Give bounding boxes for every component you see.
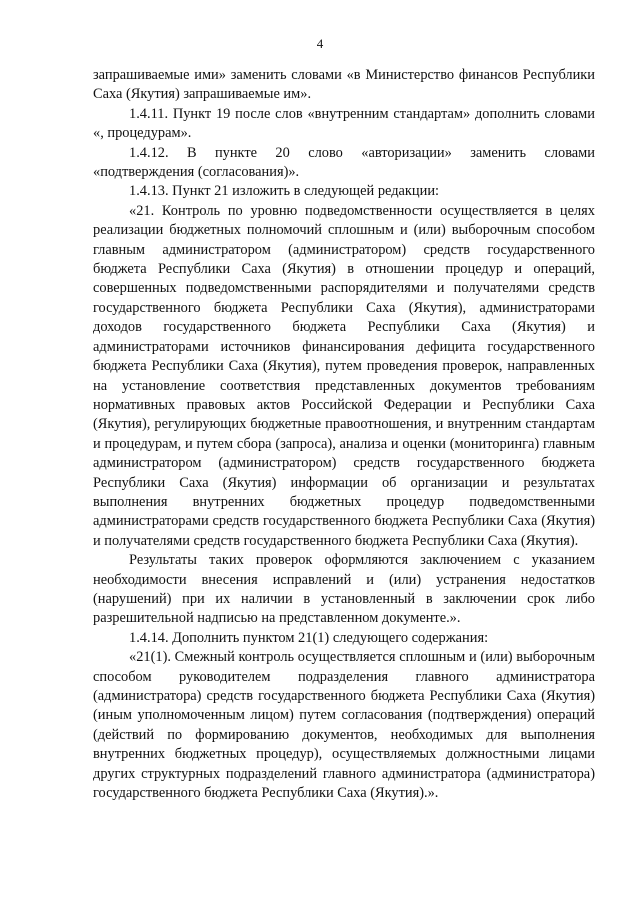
paragraph: 1.4.12. В пункте 20 слово «авторизации» заменить словами «подтверждения (согласования)». xyxy=(93,144,595,181)
paragraph: «21. Контроль по уровню подведомственности осуществляется в целях реализации бюджетных полномочий сплошным и (или) выборочным способом главным администратором (администратором) средств государственного бюджета Республики Саха (Якутия) в отношении процедур и операций, совершенных подведомственными распорядителями и получателями средств государственного бюджета Республики Саха (Якутия), администраторами доходов государственного бюджета Республики Саха (Якутия) и администраторами источников финансирования дефицита государственного бюджета Республики Саха (Якутия), путем проведения проверок, направленных на установление соответствия представленных документов требованиям нормативных правовых актов Российской Федерации и Республики Саха (Якутия), регулирующих бюджетные правоотношения, и внутренним стандартам и процедурам, и путем сбора (запроса), анализа и оценки (мониторинга) главным администратором (администратором) средств государственного бюджета Республики Саха (Якутия) информации об организации и результатах выполнения внутренних бюджетных процедур подведомственными администраторами средств государственного бюджета Республики Саха (Якутия) и получателями средств государственного бюджета Республики Саха (Якутия). xyxy=(93,202,595,549)
document-body xyxy=(93,66,595,803)
paragraph: Результаты таких проверок оформляются заключением с указанием необходимости внесения исправлений и (или) устранения недостатков (нарушений) при их наличии в установленный в заключении срок либо разрешительной надписью на представленном документе.». xyxy=(93,552,595,627)
paragraph: 1.4.14. Дополнить пунктом 21(1) следующего содержания: xyxy=(129,629,489,646)
paragraph: «21(1). Смежный контроль осуществляется сплошным и (или) выборочным способом руководителем подразделения главного администратора (администратора) средств государственного бюджета Республики Саха (Якутия) (иным уполномоченным лицом) путем согласования (подтверждения) операций (действий по формированию документов, необходимых для выполнения внутренних бюджетных процедур), осуществляемых должностными лицами других структурных подразделений главного администратора (администратора) государственного бюджета Республики Саха (Якутия).». xyxy=(93,649,595,802)
paragraph: запрашиваемые ими» заменить словами «в Министерство финансов Республики Саха (Якутия) запрашиваемые им». xyxy=(93,67,595,103)
page-number: 4 xyxy=(316,36,324,51)
paragraph: 1.4.13. Пункт 21 изложить в следующей редакции: xyxy=(129,183,440,200)
paragraph: 1.4.11. Пункт 19 после слов «внутренним стандартам» дополнить словами «, процедурам». xyxy=(93,105,595,142)
